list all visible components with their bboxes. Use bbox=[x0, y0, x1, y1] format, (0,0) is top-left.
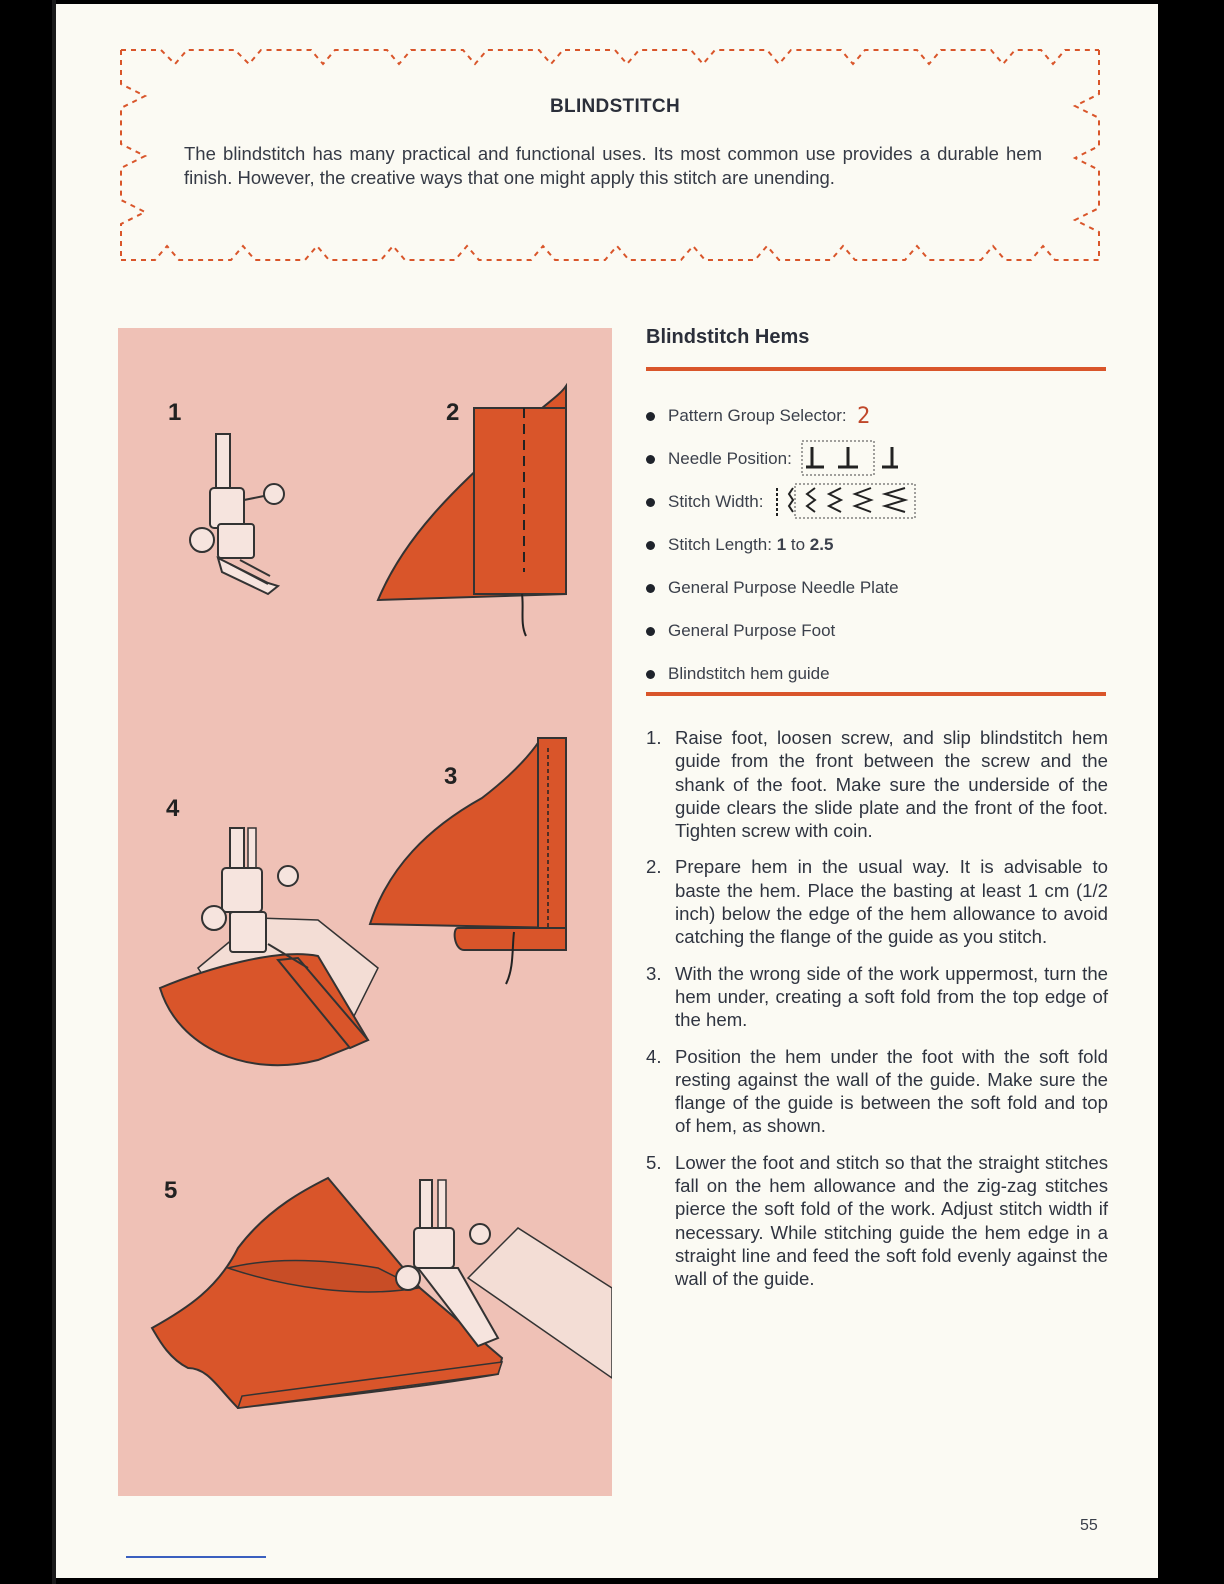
section-rule-bottom bbox=[646, 692, 1106, 696]
setting-label: General Purpose Needle Plate bbox=[668, 577, 899, 597]
machine-sewing-fig4 bbox=[160, 828, 378, 1065]
step-text: Prepare hem in the usual way. It is advisable to baste the hem. Place the basting at least 1 cm (1/2 inch) below the edge of the hem allowance to avoid catching the flange of the guide as you stitch. bbox=[675, 856, 1108, 948]
stitch-length-max: 2.5 bbox=[809, 534, 834, 554]
scan-artifact-line bbox=[126, 1556, 266, 1558]
presser-foot-drawing bbox=[190, 434, 284, 594]
step-text: Raise foot, loosen screw, and slip blindstitch hem guide from the front between the screw and the shank of the foot. Make sure the underside of the guide clears the slide plate and the front of the foot. Tighten screw with coin. bbox=[675, 727, 1108, 842]
step-number: 1. bbox=[646, 727, 662, 748]
folded-fabric-fig3 bbox=[370, 738, 566, 984]
section-title: Blindstitch Hems bbox=[646, 326, 810, 348]
setting-label: Blindstitch hem guide bbox=[668, 663, 830, 683]
setting-stitch-length bbox=[646, 523, 1106, 566]
instruction-steps bbox=[646, 726, 1108, 1304]
illustration-panel bbox=[118, 328, 612, 1496]
figure-label-2: 2 bbox=[446, 399, 460, 426]
folded-fabric-fig2 bbox=[378, 386, 566, 636]
setting-needle-plate bbox=[646, 566, 1106, 609]
stitch-length-to: to bbox=[786, 534, 810, 554]
intro-text: The blindstitch has many practical and functional uses. Its most common use provides a durable hem finish. However, the creative ways that one might apply this stitch are unending. bbox=[184, 143, 1042, 188]
machine-settings-list bbox=[646, 394, 1106, 695]
stitch-length-min: 1 bbox=[776, 534, 787, 554]
section-rule-top bbox=[646, 367, 1106, 371]
page-number: 55 bbox=[1080, 1517, 1098, 1534]
step-5 bbox=[646, 1151, 1108, 1291]
figure-label-5: 5 bbox=[164, 1177, 178, 1204]
figure-label-3: 3 bbox=[444, 763, 458, 790]
figure-label-1: 1 bbox=[168, 399, 182, 426]
setting-hem-guide bbox=[646, 652, 1106, 695]
step-number: 5. bbox=[646, 1151, 662, 1173]
setting-stitch-width bbox=[646, 480, 1106, 523]
setting-label: Stitch Width: bbox=[668, 491, 764, 511]
step-2 bbox=[646, 855, 1108, 948]
step-3 bbox=[646, 962, 1108, 1032]
needle-position-icon bbox=[798, 439, 908, 479]
sewing-illustrations bbox=[118, 328, 612, 1496]
setting-label: Pattern Group Selector: bbox=[668, 405, 847, 425]
pattern-group-2-icon bbox=[853, 403, 875, 429]
setting-label: General Purpose Foot bbox=[668, 620, 836, 640]
step-4 bbox=[646, 1045, 1108, 1138]
svg-text:2: 2 bbox=[856, 403, 870, 429]
figure-label-4: 4 bbox=[166, 795, 180, 822]
stitch-width-icon bbox=[769, 482, 919, 522]
intro-title: BLINDSTITCH bbox=[550, 96, 680, 117]
setting-pattern-group bbox=[646, 394, 1106, 437]
setting-label: Needle Position: bbox=[668, 448, 792, 468]
step-number: 4. bbox=[646, 1045, 662, 1067]
step-text: Position the hem under the foot with the soft fold resting against the wall of the guide. Make sure the flange of the guide is between the soft fold and top of hem, as shown. bbox=[675, 1045, 1108, 1137]
step-text: Lower the foot and stitch so that the straight stitches fall on the hem allowance and the zig-zag stitches pierce the soft fold of the work. Adjust stitch width if necessary. While stitching guide the hem edge in a straight line and feed the soft fold evenly against the wall of the guide. bbox=[675, 1151, 1108, 1290]
step-number: 2. bbox=[646, 856, 662, 878]
machine-stitching-fig5 bbox=[152, 1178, 612, 1408]
step-text: With the wrong side of the work uppermost, turn the hem under, creating a soft fold from the top edge of the hem. bbox=[675, 962, 1108, 1031]
setting-label: Stitch Length: bbox=[668, 534, 772, 554]
step-1 bbox=[646, 726, 1108, 842]
setting-needle-position bbox=[646, 437, 1106, 480]
setting-foot bbox=[646, 609, 1106, 652]
step-number: 3. bbox=[646, 962, 662, 984]
